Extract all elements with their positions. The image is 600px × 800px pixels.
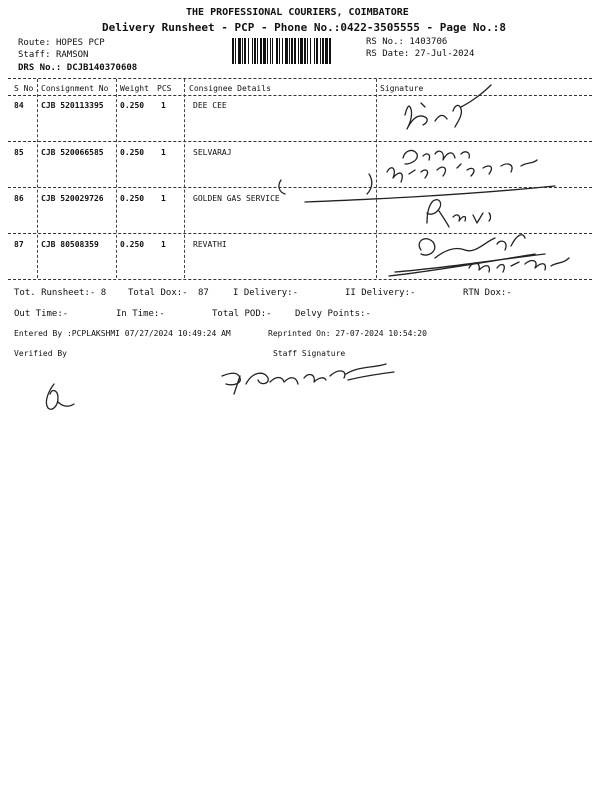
barcode-bar bbox=[257, 38, 258, 64]
barcode-bar bbox=[300, 38, 303, 64]
row-86-pcs: 1 bbox=[161, 194, 166, 203]
rtn-dox: RTN Dox:- bbox=[463, 288, 512, 298]
barcode-bar bbox=[235, 38, 236, 64]
barcode-bar bbox=[307, 38, 308, 64]
barcode-bar bbox=[320, 38, 321, 64]
verifier-signature bbox=[38, 380, 78, 416]
in-time: In Time:- bbox=[116, 309, 165, 319]
col-header-pcs: PCS bbox=[157, 84, 172, 93]
col-header-sno: S No bbox=[14, 84, 34, 93]
barcode-bar bbox=[304, 38, 306, 64]
barcode-bar bbox=[272, 38, 273, 64]
barcode-bar bbox=[238, 38, 241, 64]
row-85-consignment: CJB 520066585 bbox=[41, 148, 104, 157]
barcode-bar bbox=[279, 38, 280, 64]
rs-no-label: RS No.: bbox=[366, 37, 404, 47]
row-86-consignee: GOLDEN GAS SERVICE bbox=[193, 194, 280, 203]
barcode-bar bbox=[282, 38, 283, 64]
column-divider bbox=[37, 79, 38, 278]
row-85-consignee: SELVARAJ bbox=[193, 148, 232, 157]
barcode-bar bbox=[298, 38, 299, 64]
barcode-bar bbox=[232, 38, 234, 64]
col-header-signature: Signature bbox=[380, 84, 424, 93]
barcode-bar bbox=[329, 38, 331, 64]
column-divider bbox=[116, 79, 117, 278]
barcode-bar bbox=[316, 38, 318, 64]
barcode-bar bbox=[252, 38, 253, 64]
row-84-pcs: 1 bbox=[161, 101, 166, 110]
total-dox-value: 87 bbox=[198, 288, 209, 298]
tot-runsheet: Tot. Runsheet:- 8 bbox=[14, 288, 107, 298]
barcode-bar bbox=[248, 38, 249, 64]
entered-by: Entered By :PCPLAKSHMI 07/27/2024 10:49:24 AM bbox=[14, 329, 231, 338]
route-label: Route: bbox=[18, 38, 51, 48]
verified-by-label: Verified By bbox=[14, 349, 67, 358]
row-87-weight: 0.250 bbox=[120, 240, 145, 249]
col-header-consignment: Consignment No bbox=[41, 84, 109, 93]
barcode-bar bbox=[314, 38, 315, 64]
row-86-consignment: CJB 520029726 bbox=[41, 194, 104, 203]
drs-label: DRS No.: bbox=[18, 63, 62, 73]
barcode-bar bbox=[260, 38, 262, 64]
rs-no-field bbox=[366, 37, 447, 47]
rs-date-field bbox=[366, 49, 474, 59]
rs-date-label: RS Date: bbox=[366, 49, 410, 59]
col-header-consignee: Consignee Details bbox=[189, 84, 271, 93]
barcode-bar bbox=[310, 38, 311, 64]
route-value: HOPES PCP bbox=[55, 38, 105, 48]
total-dox-label: Total Dox:- bbox=[128, 288, 188, 298]
barcode-bar bbox=[325, 38, 328, 64]
staff-value: RAMSON bbox=[55, 50, 89, 60]
total-pod: Total POD:- bbox=[212, 309, 272, 319]
row-86-sno: 86 bbox=[14, 194, 24, 203]
column-divider bbox=[184, 79, 185, 278]
route-field bbox=[18, 38, 105, 48]
row-84-sno: 84 bbox=[14, 101, 24, 110]
company-name: THE PROFESSIONAL COURIERS, COIMBATORE bbox=[186, 7, 409, 18]
barcode-bar bbox=[244, 38, 246, 64]
row-86-weight: 0.250 bbox=[120, 194, 145, 203]
staff-field bbox=[18, 50, 88, 60]
drs-value: DCJB140370608 bbox=[66, 63, 138, 73]
row-84-consignee: DEE CEE bbox=[193, 101, 227, 110]
drs-field bbox=[18, 63, 137, 73]
barcode-bar bbox=[263, 38, 266, 64]
barcode-bar bbox=[267, 38, 268, 64]
rs-date-value: 27-Jul-2024 bbox=[414, 49, 475, 59]
row-87-sno: 87 bbox=[14, 240, 24, 249]
delvy-points: Delvy Points:- bbox=[295, 309, 371, 319]
row-84-weight: 0.250 bbox=[120, 101, 145, 110]
barcode-image bbox=[232, 38, 358, 64]
barcode-bar bbox=[242, 38, 243, 64]
row-87-pcs: 1 bbox=[161, 240, 166, 249]
reprinted-on: Reprinted On: 27-07-2024 10:54:20 bbox=[268, 329, 427, 338]
staff-label: Staff: bbox=[18, 50, 51, 60]
barcode-bar bbox=[322, 38, 324, 64]
barcode-bar bbox=[294, 38, 296, 64]
out-time: Out Time:- bbox=[14, 309, 69, 319]
row-85-sno: 85 bbox=[14, 148, 24, 157]
row-85-pcs: 1 bbox=[161, 148, 166, 157]
row-85-weight: 0.250 bbox=[120, 148, 145, 157]
col-header-weight: Weight bbox=[120, 84, 149, 93]
row-84-consignment: CJB 520113395 bbox=[41, 101, 104, 110]
row-87-consignment: CJB 80508359 bbox=[41, 240, 99, 249]
ii-delivery: II Delivery:- bbox=[345, 288, 416, 298]
table-top-rule bbox=[8, 78, 592, 79]
barcode-bar bbox=[289, 38, 290, 64]
barcode-bar bbox=[291, 38, 293, 64]
staff-signature-label: Staff Signature bbox=[273, 349, 346, 358]
staff-signature bbox=[218, 362, 408, 398]
barcode-bar bbox=[254, 38, 256, 64]
row-84-signature bbox=[395, 85, 505, 140]
barcode-bar bbox=[285, 38, 288, 64]
i-delivery: I Delivery:- bbox=[233, 288, 299, 298]
row-87-consignee: REVATHI bbox=[193, 240, 227, 249]
page-title: Delivery Runsheet - PCP - Phone No.:0422-3505555 - Page No.:8 bbox=[102, 21, 506, 34]
barcode-bar bbox=[276, 38, 278, 64]
rs-no-value: 1403706 bbox=[409, 37, 448, 47]
barcode-bar bbox=[270, 38, 271, 64]
